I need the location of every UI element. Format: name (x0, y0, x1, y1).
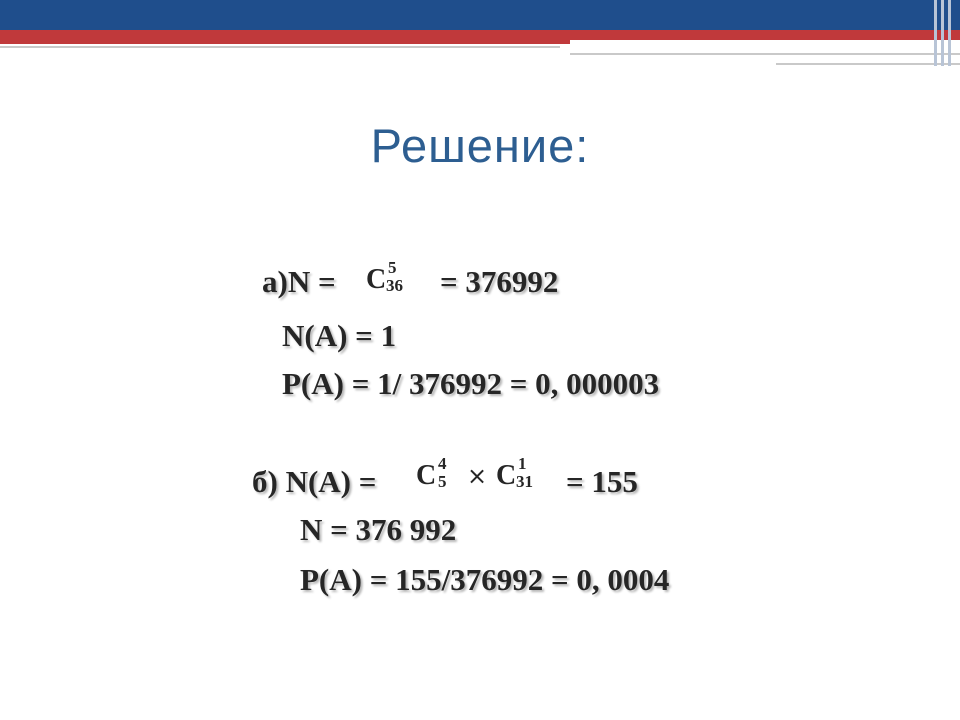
header-rule-2 (570, 53, 960, 55)
part-b-combination-1 (416, 454, 456, 494)
comb-symbol: C (496, 460, 517, 491)
part-b-line3: P(A) = 155/376992 = 0, 0004 (300, 562, 670, 597)
part-a-line3: P(A) = 1/ 376992 = 0, 000003 (282, 366, 660, 401)
comb-sup: 4 (438, 454, 447, 473)
part-a-combination (366, 258, 416, 298)
header-rule-1 (0, 46, 560, 48)
part-b-line2: N = 376 992 (300, 512, 457, 547)
part-b-result: = 155 (566, 464, 638, 499)
part-b-prefix: б) N(A) = (252, 464, 377, 499)
part-a-prefix: а)N = (262, 264, 336, 299)
header-vbar-3 (948, 0, 951, 66)
multiply-sign: × (467, 462, 488, 490)
comb-symbol: C (416, 460, 437, 491)
comb-sup: 1 (518, 454, 527, 473)
comb-sup: 5 (388, 258, 397, 277)
comb-symbol: C (366, 264, 387, 295)
header-vbar-2 (941, 0, 944, 66)
comb-sub: 36 (386, 276, 403, 295)
header-band-cut (570, 40, 960, 46)
part-b-combination-2 (496, 454, 546, 494)
comb-sub: 31 (516, 472, 533, 491)
comb-sub: 5 (438, 472, 447, 491)
part-a-line2: N(A) = 1 (282, 318, 397, 353)
header-band-blue (0, 0, 960, 30)
header-vbar-1 (934, 0, 937, 66)
part-a-result: = 376992 (440, 264, 559, 299)
slide-title: Решение: (370, 119, 590, 172)
header-rule-3 (776, 63, 960, 65)
